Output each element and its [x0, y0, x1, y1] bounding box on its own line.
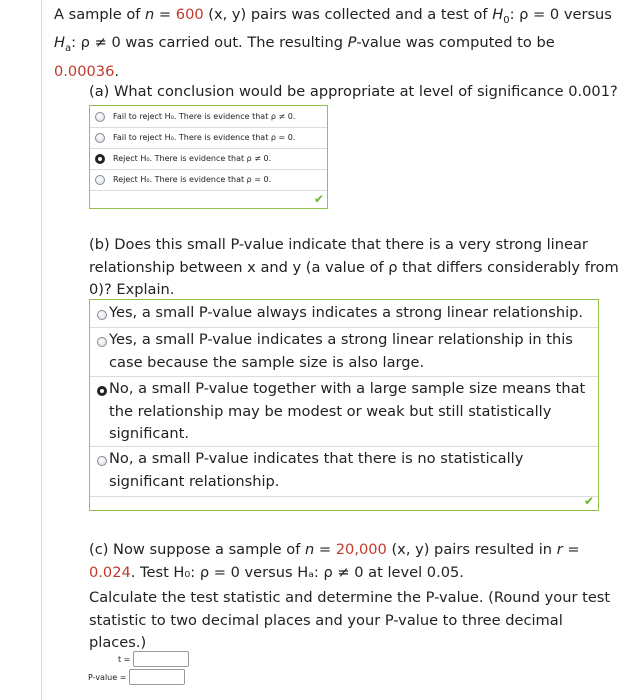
answer-box-a: [89, 105, 328, 209]
question-a: (a) What conclusion would be appropriate at level of significance 0.001?: [89, 83, 618, 100]
option-b1[interactable]: Yes, a small P-value always indicates a strong linear relationship.: [90, 300, 598, 328]
pvalue-input[interactable]: [129, 669, 185, 685]
pvalue-row: [88, 669, 185, 685]
correct-check-icon: ✔: [313, 192, 324, 206]
t-statistic-row: [118, 651, 189, 667]
correct-check-icon: ✔: [583, 494, 594, 508]
problem-intro: A sample of n = 600 (x, y) pairs was collected and a test of $H_0$: ρ = 0 versus $H_a$: ρ ≠ 0 was carried out. The resulting P-value was computed to be 0.00036.: [54, 6, 612, 80]
t-label: t =: [118, 654, 131, 664]
r-value: 0.024: [89, 563, 131, 581]
answer-box-b: [89, 299, 599, 511]
radio-button-selected[interactable]: [97, 386, 107, 396]
option-b3[interactable]: No, a small P-value together with a large sample size means that the relationship may be modest or weak but still statistically significant.: [90, 376, 598, 447]
radio-button[interactable]: [95, 133, 105, 143]
radio-button[interactable]: [97, 310, 107, 320]
radio-button-selected[interactable]: [95, 154, 105, 164]
radio-button[interactable]: [97, 337, 107, 347]
radio-button[interactable]: [97, 456, 107, 466]
option-a3[interactable]: Reject H₀. There is evidence that ρ ≠ 0.: [90, 148, 327, 170]
option-b4[interactable]: No, a small P-value indicates that there is no statistically significant relationship.: [90, 446, 598, 497]
radio-button[interactable]: [95, 112, 105, 122]
question-b: (b) Does this small P-value indicate that there is a very strong linear relationship between x and y (a value of ρ that differs considerably from 0)? Explain.: [89, 236, 619, 298]
radio-button[interactable]: [95, 175, 105, 185]
option-a4[interactable]: Reject H₀. There is evidence that ρ = 0.: [90, 169, 327, 191]
given-pvalue: 0.00036: [54, 62, 115, 80]
option-b2[interactable]: Yes, a small P-value indicates a strong linear relationship in this case because the sample size is also large.: [90, 327, 598, 377]
pvalue-label: P-value =: [88, 672, 127, 682]
t-statistic-input[interactable]: [133, 651, 189, 667]
option-a2[interactable]: Fail to reject H₀. There is evidence that ρ = 0.: [90, 127, 327, 149]
question-c: (c) Now suppose a sample of n = 20,000 (x, y) pairs resulted in r = 0.024. Test H₀: ρ = 0 versus Hₐ: ρ ≠ 0 at level 0.05. Calculate the test statistic and determine the P-value. (Round your test statistic to two decimal places and your P-value to three decimal places.): [89, 541, 611, 651]
option-a1[interactable]: Fail to reject H₀. There is evidence that ρ ≠ 0.: [90, 106, 327, 128]
